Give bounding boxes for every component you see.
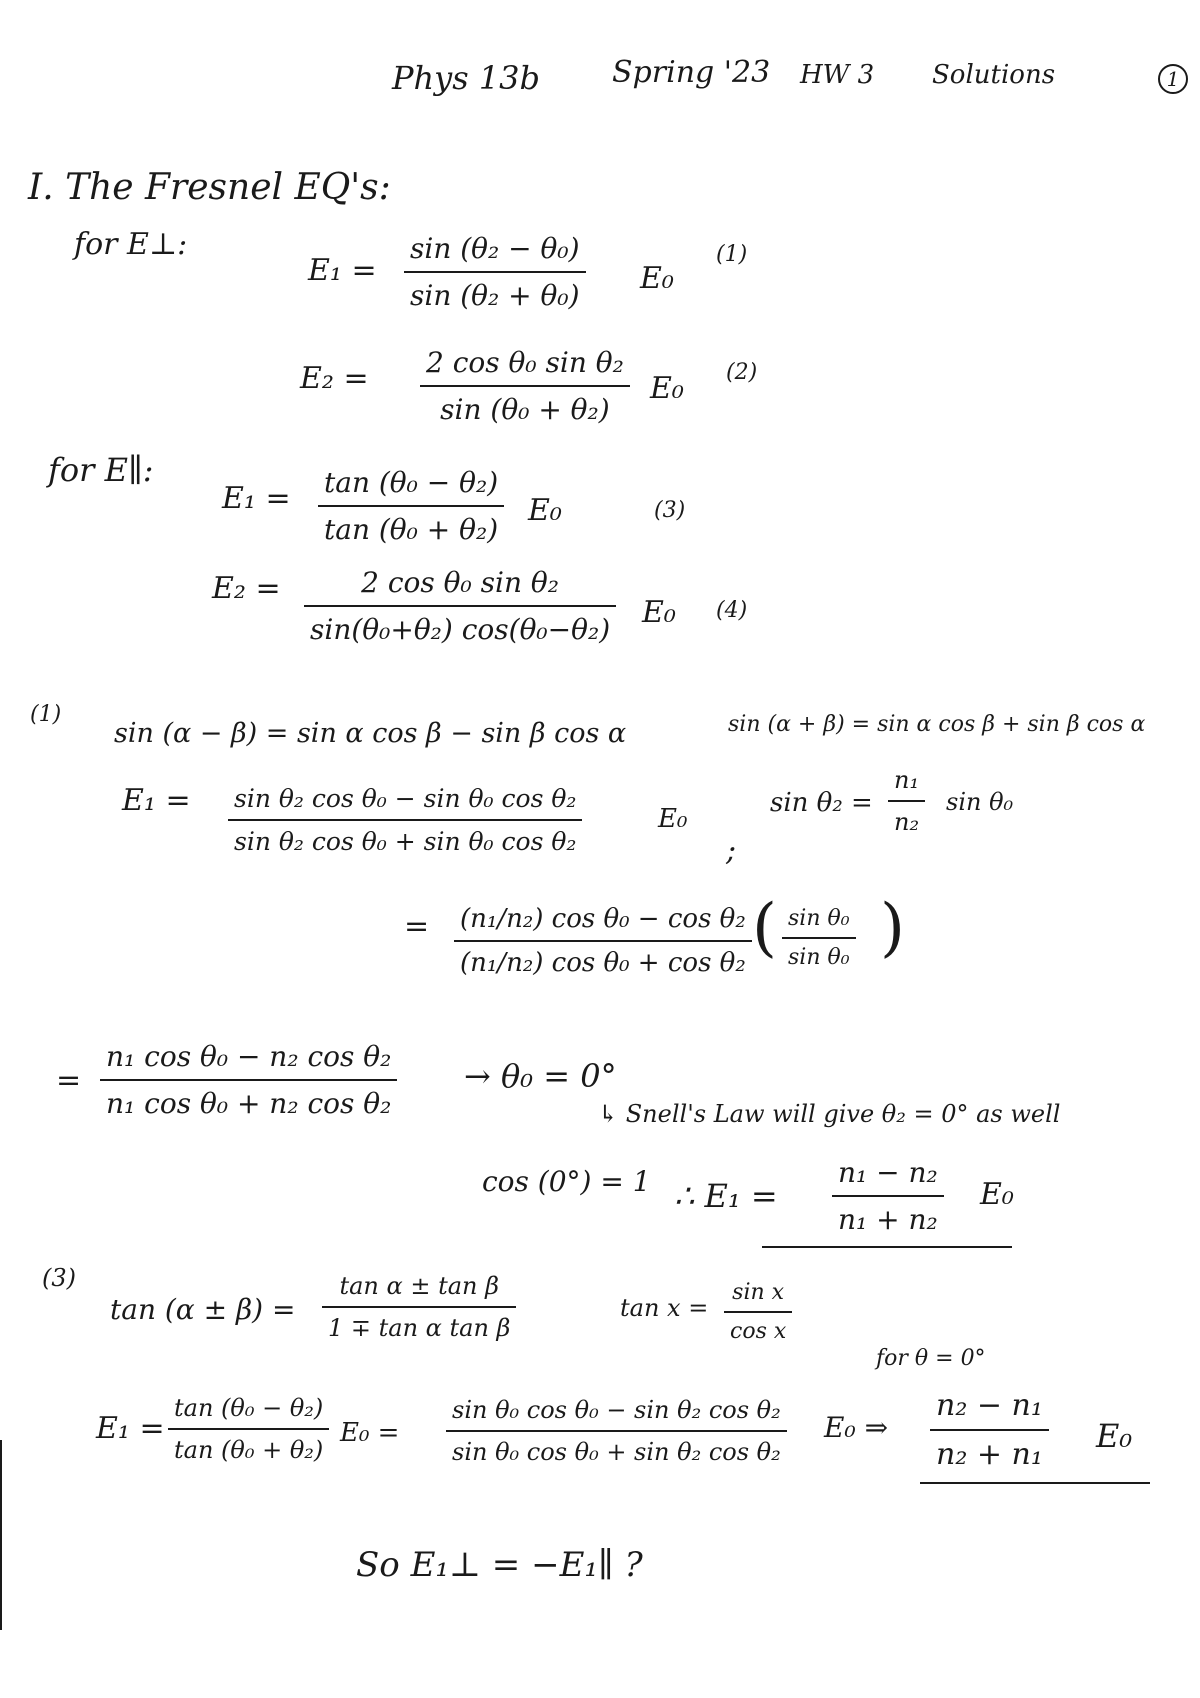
term-label: Spring '23 (612, 55, 771, 90)
eq2-fraction (420, 346, 630, 426)
cos-zero-note: cos (0°) = 1 (482, 1165, 651, 1198)
part1-identity-difference: sin (α − β) = sin α cos β − sin β cos α (114, 718, 627, 749)
part1-identity-sum: sin (α + β) = sin α cos β + sin β cos α (728, 712, 1146, 737)
part1-result-denominator: n₁ cos θ₀ + n₂ cos θ₂ (106, 1087, 392, 1120)
part1-step-denominator: (n₁/n₂) cos θ₀ + cos θ₂ (460, 948, 746, 978)
part1-result-fraction-bar (100, 1079, 397, 1081)
part3-identity-lhs: tan (α ± β) = (110, 1293, 296, 1326)
part1-open-paren: ( (752, 891, 777, 965)
eq4-fraction (304, 566, 616, 646)
part3-identity-numerator: tan α ± tan β (339, 1272, 499, 1300)
snell-tail: sin θ₀ (946, 788, 1014, 816)
tan-definition-numerator: sin x (732, 1280, 785, 1305)
part3-tag: (3) (42, 1264, 76, 1292)
part3-e1-fraction-bar (168, 1428, 329, 1430)
normal-incidence-condition: for θ = 0° (876, 1346, 986, 1371)
part3-e1b-denominator: sin θ₀ cos θ₀ + sin θ₂ cos θ₂ (452, 1438, 781, 1466)
eq1-tail: E₀ (640, 261, 674, 296)
snell-ratio (888, 766, 925, 836)
part3-final-numerator: n₂ − n₁ (936, 1388, 1043, 1423)
solutions-label: Solutions (932, 60, 1056, 90)
part1-final-denominator: n₁ + n₂ (838, 1203, 938, 1236)
eq3-fraction-bar (318, 505, 504, 507)
part3-final-fraction-bar (930, 1429, 1049, 1431)
part1-paren-fraction (782, 906, 856, 970)
eq4-denominator: sin(θ₀+θ₂) cos(θ₀−θ₂) (310, 613, 611, 646)
part1-final-fraction (832, 1156, 944, 1236)
part1-result-numerator: n₁ cos θ₀ − n₂ cos θ₂ (106, 1040, 392, 1073)
therefore-e1: ∴ E₁ = (674, 1177, 778, 1215)
eq1-numerator: sin (θ₂ − θ₀) (410, 232, 580, 265)
part1-semicolon: ; (726, 833, 737, 868)
part1-close-paren: ) (880, 891, 905, 965)
eq3-numerator: tan (θ₀ − θ₂) (324, 466, 499, 499)
eq1-lhs: E₁ = (308, 253, 377, 288)
part1-paren-denominator: sin θ₀ (788, 945, 850, 970)
part3-final-fraction (930, 1388, 1049, 1472)
part1-paren-numerator: sin θ₀ (788, 906, 850, 931)
eq3-denominator: tan (θ₀ + θ₂) (324, 513, 499, 546)
course-title: Phys 13b (392, 59, 541, 97)
part3-final-tail: E₀ (1096, 1417, 1133, 1455)
part1-result-equals: = (56, 1063, 82, 1098)
snell-ratio-denominator: n₂ (894, 808, 920, 836)
perp-label: for E⊥: (74, 227, 188, 262)
tan-definition-lhs: tan x = (620, 1294, 709, 1322)
part3-e1-lhs: E₁ = (96, 1411, 165, 1446)
part1-final-underline (762, 1246, 1012, 1248)
eq3-tail: E₀ (528, 493, 562, 528)
tan-definition-fraction (724, 1280, 792, 1344)
conclusion-question: So E₁⊥ = −E₁∥ ? (356, 1545, 643, 1585)
part3-identity-denominator: 1 ∓ tan α tan β (328, 1314, 511, 1342)
part3-identity-fraction-bar (322, 1306, 516, 1308)
part3-final-underline (920, 1482, 1150, 1484)
part1-e1-numerator: sin θ₂ cos θ₀ − sin θ₀ cos θ₂ (234, 784, 577, 813)
eq3-tag: (3) (654, 498, 686, 523)
page-number: 1 (1166, 67, 1180, 91)
eq2-lhs: E₂ = (300, 361, 369, 396)
par-label: for E∥: (48, 451, 154, 489)
eq1-denominator: sin (θ₂ + θ₀) (410, 279, 580, 312)
snell-ratio-numerator: n₁ (894, 766, 920, 794)
part3-identity-fraction (322, 1272, 516, 1342)
eq3-lhs: E₁ = (222, 481, 291, 516)
part3-e1b-numerator: sin θ₀ cos θ₀ − sin θ₂ cos θ₂ (452, 1396, 781, 1424)
eq4-fraction-bar (304, 605, 616, 607)
eq4-numerator: 2 cos θ₀ sin θ₂ (361, 566, 559, 599)
normal-incidence-note: → θ₀ = 0° (464, 1057, 617, 1095)
eq2-fraction-bar (420, 385, 630, 387)
part3-e1-fraction (168, 1394, 329, 1464)
snell-ratio-bar (888, 800, 925, 802)
eq4-tail: E₀ (642, 595, 676, 630)
part1-final-fraction-bar (832, 1195, 944, 1197)
eq2-numerator: 2 cos θ₀ sin θ₂ (426, 346, 624, 379)
part3-e1-mid: E₀ = (340, 1418, 400, 1448)
part1-tag: (1) (30, 702, 62, 727)
eq2-tail: E₀ (650, 371, 684, 406)
part1-final-numerator: n₁ − n₂ (838, 1156, 938, 1189)
assignment-label: HW 3 (800, 60, 875, 90)
part1-e1-fraction-bar (228, 819, 582, 821)
part1-e1-denominator: sin θ₂ cos θ₀ + sin θ₀ cos θ₂ (234, 827, 577, 856)
tan-definition-fraction-bar (724, 1311, 792, 1313)
snell-lhs: sin θ₂ = (770, 788, 873, 818)
eq4-tag: (4) (716, 598, 748, 623)
page-number-badge (1158, 64, 1188, 94)
part1-e1-fraction (228, 784, 582, 856)
part3-e1-denominator: tan (θ₀ + θ₂) (174, 1436, 324, 1464)
part1-step-fraction (454, 904, 752, 978)
part3-e1b-tail: E₀ ⇒ (824, 1411, 889, 1444)
part3-final-denominator: n₂ + n₁ (936, 1437, 1043, 1472)
part1-step-fraction-bar (454, 940, 752, 942)
eq1-fraction (404, 232, 586, 312)
part1-paren-fraction-bar (782, 937, 856, 939)
part3-e1b-fraction (446, 1396, 787, 1466)
part1-step-numerator: (n₁/n₂) cos θ₀ − cos θ₂ (460, 904, 746, 934)
part1-result-fraction (100, 1040, 397, 1120)
part3-e1b-fraction-bar (446, 1430, 787, 1432)
tan-definition-denominator: cos x (730, 1319, 787, 1344)
eq3-fraction (318, 466, 504, 546)
eq1-fraction-bar (404, 271, 586, 273)
part1-final-tail: E₀ (980, 1177, 1014, 1212)
eq1-tag: (1) (716, 242, 748, 267)
part1-step-equals: = (404, 909, 430, 944)
eq4-lhs: E₂ = (212, 571, 281, 606)
scan-edge-line (0, 1440, 2, 1630)
part1-e1-tail: E₀ (658, 804, 688, 834)
section-heading: I. The Fresnel EQ's: (28, 167, 391, 208)
eq2-tag: (2) (726, 360, 758, 385)
part3-e1-numerator: tan (θ₀ − θ₂) (174, 1394, 324, 1422)
snell-law-note: ↳ Snell's Law will give θ₂ = 0° as well (598, 1100, 1061, 1128)
eq2-denominator: sin (θ₀ + θ₂) (440, 393, 610, 426)
part1-e1-lhs: E₁ = (122, 783, 191, 818)
